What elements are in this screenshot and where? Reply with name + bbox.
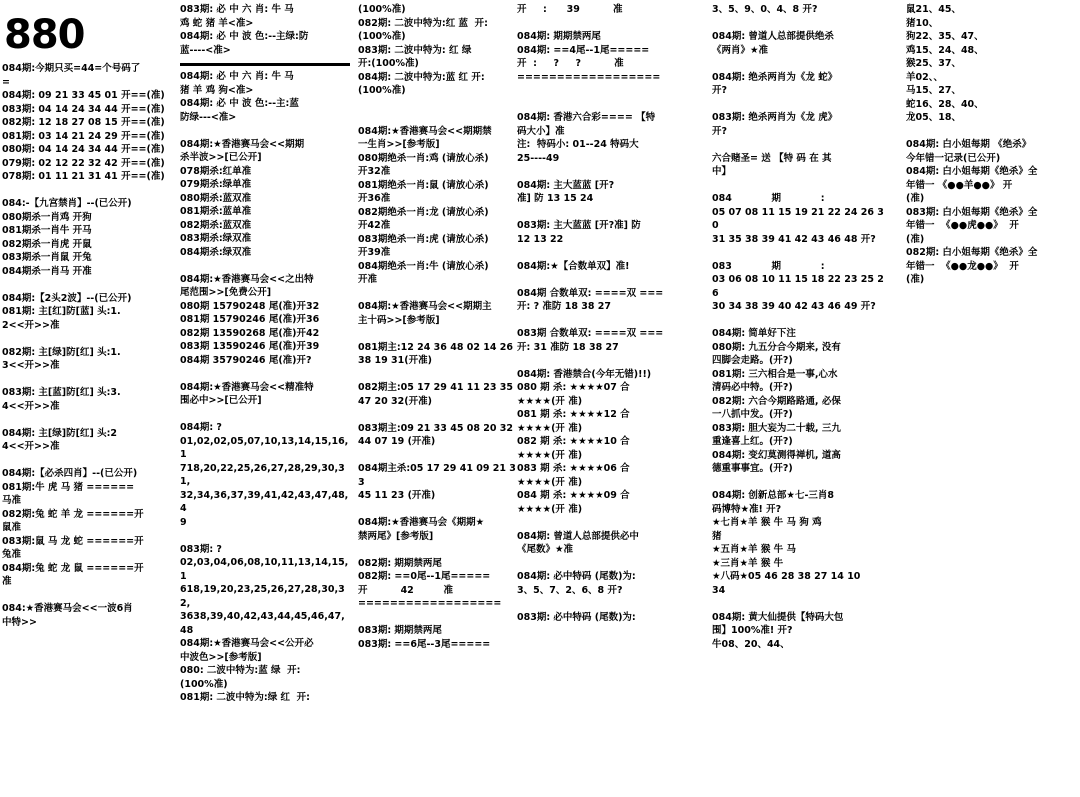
text-line: 081期: 03 14 21 24 29 开==(准) <box>2 130 165 142</box>
text-line: 084期 合数单双: ====双 === <box>517 287 664 299</box>
text-line: 079期杀:绿单准 <box>180 179 252 190</box>
text-line: 081期绝杀一肖:鼠 (请放心杀) <box>358 179 489 191</box>
text-line: 078期: 01 11 21 31 41 开==(准) <box>2 171 165 182</box>
text-line: 079期: 02 12 22 32 42 开==(准) <box>2 157 165 169</box>
text-line: 开 : ? ? 准 <box>517 58 624 69</box>
text-line: 083期: 胆大妄为二十载, 三九 <box>712 422 841 434</box>
text-line: 084期: 二波中特为:蓝 红 开: <box>358 71 485 83</box>
text-line: 083期: 必中特码 (尾数)为: <box>517 611 636 623</box>
text-line: 05 07 08 11 15 19 21 22 24 26 30 <box>712 206 884 231</box>
text-line: 082期: 主[绿]防[红] 头:1. <box>2 346 121 358</box>
text-line <box>2 373 174 387</box>
text-line: 31 35 38 39 41 42 43 46 48 开? <box>712 233 876 245</box>
text-line: 围】100%准! 开? <box>712 625 793 636</box>
text-line: ★★★★(开 准) <box>517 503 583 515</box>
text-line: 龙05、18、 <box>906 112 961 123</box>
column-2 <box>180 0 350 797</box>
text-line: 4<<开>>准 <box>2 400 60 412</box>
text-line: 3、5、7、2、6、8 开? <box>517 584 623 596</box>
text-line: 猴25、37、 <box>906 58 961 69</box>
text-line: 082 期 杀: ★★★★10 合 <box>517 436 630 447</box>
text-line: 083期绝杀一肖:虎 (请放心杀) <box>358 233 489 245</box>
text-line: 尾范围>>[免费公开] <box>180 287 272 298</box>
text-line: 083期:鼠 马 龙 蛇 ======开 <box>2 535 144 547</box>
text-line: (100%准) <box>358 4 406 15</box>
text-line <box>2 454 174 468</box>
text-line: 重逢喜上红。(开?) <box>712 436 793 447</box>
text-line: 084期: 曾道人总部提供绝杀 <box>712 31 834 42</box>
text-line: 中】 <box>712 166 732 177</box>
text-line: 注: 特码小: 01--24 特码大 <box>517 139 639 150</box>
text-line: 084期: 简单好下注 <box>712 328 796 339</box>
text-line: 084期: 期期禁两尾 <box>517 31 601 42</box>
text-line: = <box>2 76 10 88</box>
text-line: 078期杀:红单准 <box>180 165 252 177</box>
text-line <box>517 98 709 112</box>
text-line: 084期: 必 中 波 色:--主:蓝 <box>180 98 299 109</box>
text-line: 年错一 《●●虎●●》 开 <box>906 220 1019 231</box>
text-line <box>2 184 174 198</box>
text-line: 38 19 31(开准) <box>358 355 432 366</box>
text-line: 开 42 准 <box>358 584 454 596</box>
text-line: 084期: ==4尾--1尾===== <box>517 44 650 56</box>
text-line: 083期: 必 中 六 肖: 牛 马 <box>180 4 294 15</box>
text-line: 084期: 创新总部★七-三肖8 <box>712 490 835 501</box>
text-line: 084期:★香港赛马会<<期期 <box>180 138 305 150</box>
text-line: 今年错一记录(已公开) <box>906 152 1001 164</box>
text-line: 03 06 08 10 11 15 18 22 23 25 26 <box>712 274 884 299</box>
text-line <box>180 408 350 422</box>
text-line: ================== <box>358 598 502 609</box>
text-line: 083期杀一肖鼠 开兔 <box>2 252 92 263</box>
text-line: 082期: 期期禁两尾 <box>358 557 442 569</box>
text-line: 081期 15790246 尾(准)开36 <box>180 314 320 325</box>
text-line: ★五肖★羊 猴 牛 马 <box>712 544 796 555</box>
text-line: 9 <box>180 516 187 528</box>
text-line <box>906 125 1078 139</box>
text-line: 080: 二波中特为:蓝 绿 开: <box>180 665 301 676</box>
text-line: 083期杀:绿双准 <box>180 233 252 244</box>
text-line: 084:★香港赛马会<<一波6肖 <box>2 603 133 614</box>
text-line: 718,20,22,25,26,27,28,29,30,31, <box>180 462 345 487</box>
text-line: 084期: 绝杀两肖为《龙 蛇》 <box>712 71 838 83</box>
text-line: 兔准 <box>2 549 22 560</box>
text-line: 准] 防 13 15 24 <box>517 193 594 204</box>
text-line: 084期: 白小姐每期《绝杀》全 <box>906 166 1038 177</box>
text-line <box>517 246 709 260</box>
text-line: 081期: 主[红]防[蓝] 头:1. <box>2 306 121 317</box>
text-line <box>517 273 709 287</box>
text-line: 084期:★香港赛马会《期期★ <box>358 517 485 528</box>
text-line: 猪 羊 鸡 狗<准> <box>180 84 254 96</box>
text-line: 开36准 <box>358 193 391 204</box>
text-line: 084期: ? <box>180 422 222 433</box>
text-line: 084期:★香港赛马会<<之出特 <box>180 273 314 285</box>
text-line: 082期 13590268 尾(准)开42 <box>180 327 320 339</box>
text-line: 围必中>>[已公开] <box>180 395 262 406</box>
text-line: 084 期 : <box>712 193 825 204</box>
text-line <box>2 278 174 292</box>
text-line: 02,03,04,06,08,10,11,13,14,15,1 <box>180 557 349 582</box>
text-line: 084期:今期只买=44=个号码了 <box>2 63 141 74</box>
text-line: 080期 15790248 尾(准)开32 <box>180 300 320 312</box>
text-line <box>358 287 518 301</box>
text-line <box>517 597 709 611</box>
text-line <box>2 413 174 427</box>
text-line: 084期: 黄大仙提供【特码大包 <box>712 611 844 623</box>
text-line: 083期: ==6尾--3尾===== <box>358 638 491 650</box>
text-line: 中波色>>[参考版] <box>180 651 262 663</box>
text-line: 开 : 39 准 <box>517 4 623 15</box>
text-line: 马准 <box>2 495 22 506</box>
text-line: 3、5、9、0、4、8 开? <box>712 4 818 15</box>
text-line: ★★★★(开 准) <box>517 395 583 407</box>
text-line: 084:-【九宫禁肖】--(已公开) <box>2 198 132 209</box>
text-line <box>358 611 518 625</box>
text-line: 开:(100%准) <box>358 58 419 69</box>
text-line <box>517 314 709 328</box>
text-line: 618,19,20,23,25,26,27,28,30,32, <box>180 584 345 609</box>
section-divider <box>180 63 350 66</box>
text-line: 禁两尾》[参考版] <box>358 530 434 542</box>
text-line: 082期杀:蓝双准 <box>180 219 252 231</box>
text-line <box>712 17 890 31</box>
text-line: 084期: 必 中 六 肖: 牛 马 <box>180 71 294 82</box>
text-line <box>180 367 350 381</box>
text-line <box>358 449 518 463</box>
text-line: 083期: 04 14 24 34 44 开==(准) <box>2 103 165 115</box>
text-line: 084期: 香港六合彩==== 【特 <box>517 112 656 123</box>
text-line: 德重事事宜。(开?) <box>712 463 793 474</box>
text-line: 开准 <box>358 274 378 285</box>
text-line <box>358 98 518 112</box>
text-line: 2<<开>>准 <box>2 319 60 331</box>
text-line: 080期: 04 14 24 34 44 开==(准) <box>2 144 165 155</box>
text-line: 《尾数》★准 <box>517 544 574 555</box>
column-1 <box>2 0 174 797</box>
text-line <box>517 206 709 220</box>
text-line: 开42准 <box>358 220 391 231</box>
text-line: 083 期 杀: ★★★★06 合 <box>517 463 630 474</box>
text-line: 080期杀一肖鸡 开狗 <box>2 211 92 223</box>
text-line: 082期: 二波中特为:红 蓝 开: <box>358 17 488 29</box>
text-line <box>712 57 890 71</box>
text-line: 084期: 09 21 33 45 01 开==(准) <box>2 90 165 101</box>
text-line <box>712 597 890 611</box>
text-line: 47 20 32(开准) <box>358 395 432 407</box>
text-line <box>180 259 350 273</box>
text-line: 3638,39,40,42,43,44,45,46,47,48 <box>180 611 345 636</box>
text-line: 年错一 《●●龙●●》 开 <box>906 260 1019 272</box>
text-line: 一生肖>>[参考版] <box>358 139 440 150</box>
text-line: 开? <box>712 125 728 137</box>
text-line: (准) <box>906 274 925 285</box>
text-line <box>358 408 518 422</box>
column-3 <box>358 0 518 797</box>
text-line <box>517 354 709 368</box>
text-line: 鸡 蛇 猪 羊<准> <box>180 17 254 29</box>
text-line: 084期:★【合数单双】准! <box>517 260 630 272</box>
text-line: 狗22、35、47、 <box>906 31 984 42</box>
text-line: 码博特★准! 开? <box>712 503 782 515</box>
text-line: 开39准 <box>358 247 391 258</box>
text-line: (100%准) <box>180 678 228 690</box>
text-line: 083 期 : <box>712 260 825 272</box>
text-line <box>358 368 518 382</box>
text-line: ★三肖★羊 猴 牛 <box>712 557 784 569</box>
text-line: 081期杀一肖牛 开马 <box>2 225 92 236</box>
text-line: 34 <box>712 584 726 596</box>
text-line <box>712 179 890 193</box>
text-line: 蓝----<准> <box>180 44 231 56</box>
text-line: ★★★★(开 准) <box>517 476 583 488</box>
text-line: ★★★★(开 准) <box>517 422 583 434</box>
column-2-top-text <box>180 3 350 57</box>
text-line: 082期: 12 18 27 08 15 开==(准) <box>2 117 165 128</box>
text-line: 084期: 白小姐每期 《绝杀》 <box>906 139 1032 150</box>
text-line: (准) <box>906 193 925 204</box>
text-line <box>712 476 890 490</box>
text-line <box>712 246 890 260</box>
text-line: 080期绝杀一肖:鸡 (请放心杀) <box>358 152 489 164</box>
text-line: 084期: 变幻莫测得禅机, 道高 <box>712 449 841 461</box>
text-line: 083期: 主大蓝蓝 [开?准] 防 <box>517 220 641 231</box>
text-line: 082期杀一肖虎 开鼠 <box>2 238 92 250</box>
text-line: 30 34 38 39 40 42 43 46 49 开? <box>712 301 876 312</box>
text-line: 鸡15、24、48、 <box>906 44 984 56</box>
text-line: 081期:牛 虎 马 猪 ====== <box>2 481 135 493</box>
column-6-text <box>906 3 1078 287</box>
text-line <box>358 543 518 557</box>
text-line: 4<<开>>准 <box>2 441 60 452</box>
text-line: 防绿---<准> <box>180 111 237 123</box>
text-line: 081期杀:蓝单准 <box>180 206 252 217</box>
text-line: 084期: 必中特码 (尾数)为: <box>517 571 636 582</box>
text-line: 083期: 白小姐每期《绝杀》全 <box>906 206 1038 218</box>
text-line: 开? <box>712 85 728 96</box>
text-line: 084期: 曾道人总部提供必中 <box>517 530 639 542</box>
text-line: 主十码>>[参考版] <box>358 314 440 326</box>
text-line: ================== <box>517 71 661 83</box>
column-4-text <box>517 3 709 624</box>
text-line: 25----49 <box>517 152 560 164</box>
text-line: 084期: 香港禁合(今年无错)!!) <box>517 368 652 380</box>
text-line: ★七肖★羊 猴 牛 马 狗 鸡 <box>712 517 822 528</box>
text-line: 马15、27、 <box>906 85 961 96</box>
text-line: 084期: 主大蓝蓝 [开? <box>517 179 615 191</box>
text-line <box>517 165 709 179</box>
text-line: 084 期 杀: ★★★★09 合 <box>517 490 630 501</box>
text-line: 084期主杀:05 17 29 41 09 21 33 <box>358 463 516 488</box>
column-4 <box>517 0 709 797</box>
text-line: 082期:兔 蛇 羊 龙 ======开 <box>2 508 144 520</box>
text-line: 01,02,02,05,07,10,13,14,15,16,1 <box>180 435 349 460</box>
text-line: 083期: 绝杀两肖为《龙 虎》 <box>712 112 838 123</box>
text-line: 开32准 <box>358 166 391 177</box>
text-line <box>517 516 709 530</box>
text-line <box>517 84 709 98</box>
text-line: 鼠准 <box>2 522 22 533</box>
text-line: 四脚会走路。(开?) <box>712 355 793 366</box>
text-line: 081期主:12 24 36 48 02 14 26 <box>358 341 514 353</box>
text-line: 084期:★香港赛马会<<期期禁 <box>358 125 492 137</box>
text-line: 082期绝杀一肖:龙 (请放心杀) <box>358 206 489 218</box>
text-line <box>2 332 174 346</box>
text-line: 084期:【必杀四肖】--(已公开) <box>2 468 138 479</box>
text-line: 084期:★香港赛马会<<公开必 <box>180 638 314 649</box>
text-line: ★★★★(开 准) <box>517 449 583 461</box>
text-line: 084期杀一肖马 开准 <box>2 265 92 277</box>
text-line: 45 11 23 (开准) <box>358 490 436 501</box>
text-line: 六合赌圣= 送 【特 码 在 其 <box>712 152 832 164</box>
text-line: 083期 13590246 尾(准)开39 <box>180 341 320 352</box>
text-line: 084期:★香港赛马会<<精准特 <box>180 381 314 393</box>
text-line: 083期主:09 21 33 45 08 20 32 <box>358 422 514 434</box>
site-logo: 880 <box>4 12 85 58</box>
text-line: 080期杀:蓝双准 <box>180 192 252 204</box>
column-5-text <box>712 3 890 651</box>
text-line: 开: 31 准防 18 38 27 <box>517 341 619 353</box>
text-line: 12 13 22 <box>517 233 564 245</box>
text-line: 082期: 白小姐每期《绝杀》全 <box>906 247 1038 258</box>
text-line: 羊02、、 <box>906 71 943 83</box>
text-line <box>517 17 709 31</box>
text-line: 清码必中特。(开?) <box>712 382 793 393</box>
text-line: 081期: 三六相合是一事,心水 <box>712 368 838 380</box>
text-line: 080 期 杀: ★★★★07 合 <box>517 382 630 393</box>
text-line: 杀半波>>[已公开] <box>180 152 262 163</box>
text-line: 32,34,36,37,39,41,42,43,47,48,4 <box>180 489 349 514</box>
text-line <box>180 529 350 543</box>
text-line: 《两肖》★准 <box>712 44 769 56</box>
text-line <box>712 98 890 112</box>
text-line: 083期: 期期禁两尾 <box>358 625 442 636</box>
text-line: 082期主:05 17 29 41 11 23 35 <box>358 382 514 393</box>
text-line <box>712 138 890 152</box>
text-line: 081 期 杀: ★★★★12 合 <box>517 409 630 420</box>
text-line: ★八码★05 46 28 38 27 14 10 <box>712 571 861 582</box>
text-line: 3<<开>>准 <box>2 360 60 371</box>
column-6 <box>906 0 1078 797</box>
text-line: 猪 <box>712 530 722 542</box>
text-line: 084期杀:绿双准 <box>180 246 252 258</box>
column-5 <box>712 0 890 797</box>
text-line: 084期:兔 蛇 龙 鼠 ======开 <box>2 562 144 574</box>
text-line: 年错一 《●●羊●●》 开 <box>906 179 1013 191</box>
text-line: 082期: ==0尾--1尾===== <box>358 571 491 582</box>
text-line: (100%准) <box>358 31 406 42</box>
text-line: 084期 35790246 尾(准)开? <box>180 354 312 366</box>
text-line: 083期 合数单双: ====双 === <box>517 328 664 339</box>
text-line: 081期: 二波中特为:绿 红 开: <box>180 692 310 703</box>
column-3-text <box>358 3 518 651</box>
text-line <box>180 124 350 138</box>
text-line: 082期: 六合今期路路通, 必保 <box>712 395 841 407</box>
text-line: (100%准) <box>358 85 406 96</box>
text-line: 准 <box>2 576 12 587</box>
text-line: 083期: 主[蓝]防[红] 头:3. <box>2 387 121 398</box>
text-line: 蛇16、28、40、 <box>906 98 984 110</box>
text-line: 开: ? 准防 18 38 27 <box>517 301 612 312</box>
text-line <box>358 111 518 125</box>
text-line: 鼠21、45、 <box>906 4 961 15</box>
text-line: 084期: 必 中 波 色:--主绿:防 <box>180 31 309 42</box>
text-line <box>2 589 174 603</box>
text-line: 牛08、20、44、 <box>712 638 790 650</box>
text-line: 084期: 主[绿]防[红] 头:2 <box>2 427 118 439</box>
text-line: 080期: 九五分合今期来, 没有 <box>712 341 841 353</box>
column-1-text <box>2 62 174 629</box>
column-2-text <box>180 70 350 705</box>
text-line: 44 07 19 (开准) <box>358 436 436 447</box>
text-line: (准) <box>906 233 925 245</box>
text-line: 码大小】准 <box>517 125 565 137</box>
text-line <box>358 327 518 341</box>
text-line: 一八抓中发。(开?) <box>712 409 793 420</box>
text-line: 083期: ? <box>180 543 222 555</box>
text-line: 猪10、 <box>906 17 939 29</box>
text-line <box>358 503 518 517</box>
text-line: 中特>> <box>2 616 37 628</box>
text-line <box>517 557 709 571</box>
text-line: 084期绝杀一肖:牛 (请放心杀) <box>358 260 489 272</box>
text-line: 083期: 二波中特为: 红 绿 <box>358 44 472 56</box>
text-line: 084期:【2头2波】--(已公开) <box>2 292 132 304</box>
text-line: 084期:★香港赛马会<<期期主 <box>358 301 492 312</box>
text-line <box>712 314 890 328</box>
